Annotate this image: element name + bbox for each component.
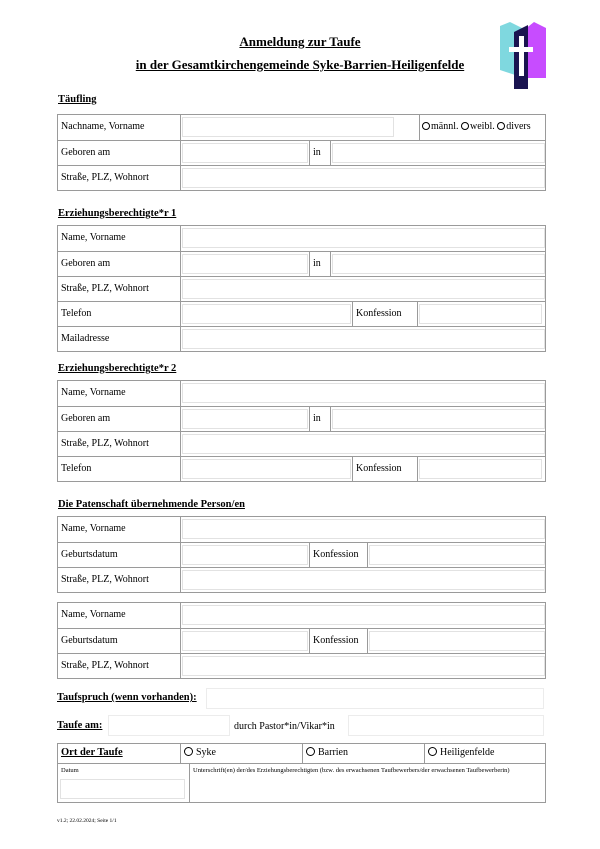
radio-icon xyxy=(422,122,430,130)
table-row xyxy=(58,542,545,567)
name-cell xyxy=(180,517,547,542)
address-input[interactable] xyxy=(182,434,545,454)
birthdate-label: Geburtsdatum xyxy=(61,549,118,560)
address-input[interactable] xyxy=(182,279,545,299)
born-cell xyxy=(180,407,309,431)
address-cell xyxy=(180,432,547,456)
name-cell xyxy=(180,226,547,251)
confession-label: Konfession xyxy=(352,457,417,481)
phone-cell xyxy=(180,457,352,481)
email-label: Mailadresse xyxy=(61,333,110,344)
baptism-verse-label: Taufspruch (wenn vorhanden): xyxy=(57,692,197,703)
name-input[interactable] xyxy=(182,228,545,248)
table-row xyxy=(58,115,545,140)
email-cell xyxy=(180,327,547,351)
table-row xyxy=(58,456,545,481)
address-label: Straße, PLZ, Wohnort xyxy=(61,574,149,585)
section-heading-guardian2: Erziehungsberechtigte*r 2 xyxy=(58,363,177,374)
baptism-date-label: Taufe am: xyxy=(57,720,103,731)
signature-date-input[interactable] xyxy=(60,779,185,799)
address-cell xyxy=(180,568,547,592)
table-row xyxy=(58,226,545,251)
name-cell xyxy=(180,115,419,140)
born-cell xyxy=(180,252,309,276)
name-cell xyxy=(180,381,547,406)
confession-cell xyxy=(417,302,547,326)
page-title: Anmeldung zur Taufe xyxy=(239,34,361,49)
baptism-date-input[interactable] xyxy=(108,715,230,736)
address-label: Straße, PLZ, Wohnort xyxy=(61,438,149,449)
address-cell xyxy=(180,166,547,190)
birthplace-cell xyxy=(330,141,547,165)
name-input[interactable] xyxy=(182,383,545,403)
name-label: Name, Vorname xyxy=(61,387,126,398)
table-row xyxy=(58,653,545,678)
address-label: Straße, PLZ, Wohnort xyxy=(61,283,149,294)
date-small-label: Datum xyxy=(61,767,79,774)
birthplace-input[interactable] xyxy=(332,409,545,429)
birthdate-input[interactable] xyxy=(182,545,308,565)
gender-option-female[interactable]: weibl. xyxy=(461,121,495,132)
confession-input[interactable] xyxy=(419,304,542,324)
confession-label: Konfession xyxy=(309,543,367,567)
confession-input[interactable] xyxy=(419,459,542,479)
birthdate-label: Geburtsdatum xyxy=(61,635,118,646)
born-cell xyxy=(180,141,309,165)
name-input[interactable] xyxy=(182,605,545,625)
phone-cell xyxy=(180,302,352,326)
address-cell xyxy=(180,277,547,301)
table-row xyxy=(58,326,545,351)
name-cell xyxy=(180,603,547,628)
footer-version: v1.2; 22.02.2024; Seite 1/1 xyxy=(57,818,117,824)
birthdate-cell xyxy=(180,543,309,567)
table-row xyxy=(58,251,545,276)
confession-label: Konfession xyxy=(352,302,417,326)
name-label: Nachname, Vorname xyxy=(61,121,145,132)
section-heading-godparents: Die Patenschaft übernehmende Person/en xyxy=(58,499,245,510)
guardian2-table xyxy=(57,380,546,482)
radio-icon xyxy=(461,122,469,130)
page-subtitle: in der Gesamtkirchengemeinde Syke-Barrien-Heiligenfelde xyxy=(135,57,465,72)
radio-icon xyxy=(184,747,193,756)
table-row xyxy=(58,763,545,802)
birthplace-cell xyxy=(330,252,547,276)
in-label: in xyxy=(309,252,330,276)
name-input[interactable] xyxy=(182,117,394,137)
confession-cell xyxy=(367,629,547,653)
address-label: Straße, PLZ, Wohnort xyxy=(61,660,149,671)
gender-option-male[interactable]: männl. xyxy=(422,121,459,132)
godparent2-table xyxy=(57,602,546,679)
confession-label: Konfession xyxy=(309,629,367,653)
date-cell xyxy=(58,764,189,802)
table-row xyxy=(58,517,545,542)
radio-icon xyxy=(428,747,437,756)
in-label: in xyxy=(309,141,330,165)
table-row xyxy=(58,603,545,628)
table-row xyxy=(58,140,545,165)
table-row xyxy=(58,744,545,763)
name-label: Name, Vorname xyxy=(61,232,126,243)
signature-cell[interactable] xyxy=(189,764,547,802)
gender-option-diverse[interactable]: divers xyxy=(497,121,530,132)
confession-cell xyxy=(367,543,547,567)
birthplace-input[interactable] xyxy=(332,254,545,274)
place-option-syke[interactable]: Syke xyxy=(180,744,302,763)
table-row xyxy=(58,165,545,190)
birthdate-input[interactable] xyxy=(182,254,308,274)
phone-label: Telefon xyxy=(61,308,92,319)
birthdate-input[interactable] xyxy=(182,409,308,429)
radio-icon xyxy=(306,747,315,756)
born-label: Geboren am xyxy=(61,258,111,269)
table-row xyxy=(58,431,545,456)
address-input[interactable] xyxy=(182,656,545,676)
born-label: Geboren am xyxy=(61,147,111,158)
phone-label: Telefon xyxy=(61,463,92,474)
baptism-place-table xyxy=(57,743,546,803)
godparent1-table xyxy=(57,516,546,593)
name-label: Name, Vorname xyxy=(61,609,126,620)
church-cross-logo-icon xyxy=(498,22,548,90)
place-label: Ort der Taufe xyxy=(61,747,123,758)
phone-input[interactable] xyxy=(182,304,351,324)
phone-input[interactable] xyxy=(182,459,351,479)
birthdate-cell xyxy=(180,629,309,653)
birthplace-cell xyxy=(330,407,547,431)
table-row xyxy=(58,301,545,326)
pastor-label: durch Pastor*in/Vikar*in xyxy=(234,721,335,732)
section-heading-taeufling: Täufling xyxy=(58,94,97,105)
birthdate-input[interactable] xyxy=(182,143,308,163)
table-row xyxy=(58,567,545,592)
guardian1-table xyxy=(57,225,546,352)
confession-input[interactable] xyxy=(369,545,545,565)
email-input[interactable] xyxy=(182,329,545,349)
place-option-heiligenfelde[interactable]: Heiligenfelde xyxy=(424,744,547,763)
table-row xyxy=(58,276,545,301)
table-row xyxy=(58,406,545,431)
birthdate-input[interactable] xyxy=(182,631,308,651)
table-row xyxy=(58,381,545,406)
section-heading-guardian1: Erziehungsberechtigte*r 1 xyxy=(58,208,177,219)
address-cell xyxy=(180,654,547,678)
table-row xyxy=(58,628,545,653)
taeufling-table xyxy=(57,114,546,191)
address-input[interactable] xyxy=(182,570,545,590)
name-label: Name, Vorname xyxy=(61,523,126,534)
gender-cell xyxy=(419,115,547,140)
pastor-input[interactable] xyxy=(348,715,544,736)
birthplace-input[interactable] xyxy=(332,143,545,163)
confession-input[interactable] xyxy=(369,631,545,651)
name-input[interactable] xyxy=(182,519,545,539)
radio-icon xyxy=(497,122,505,130)
confession-cell xyxy=(417,457,547,481)
address-label: Straße, PLZ, Wohnort xyxy=(61,172,149,183)
place-option-barrien[interactable]: Barrien xyxy=(302,744,424,763)
baptism-verse-input[interactable] xyxy=(206,688,544,709)
address-input[interactable] xyxy=(182,168,545,188)
signature-label: Unterschrift(en) der/des Erziehungsberechtigten (bzw. des erwachsenen Taufbewerbers/der erwachsenen Taufbewerberin) xyxy=(193,767,510,774)
in-label: in xyxy=(309,407,330,431)
born-label: Geboren am xyxy=(61,413,111,424)
